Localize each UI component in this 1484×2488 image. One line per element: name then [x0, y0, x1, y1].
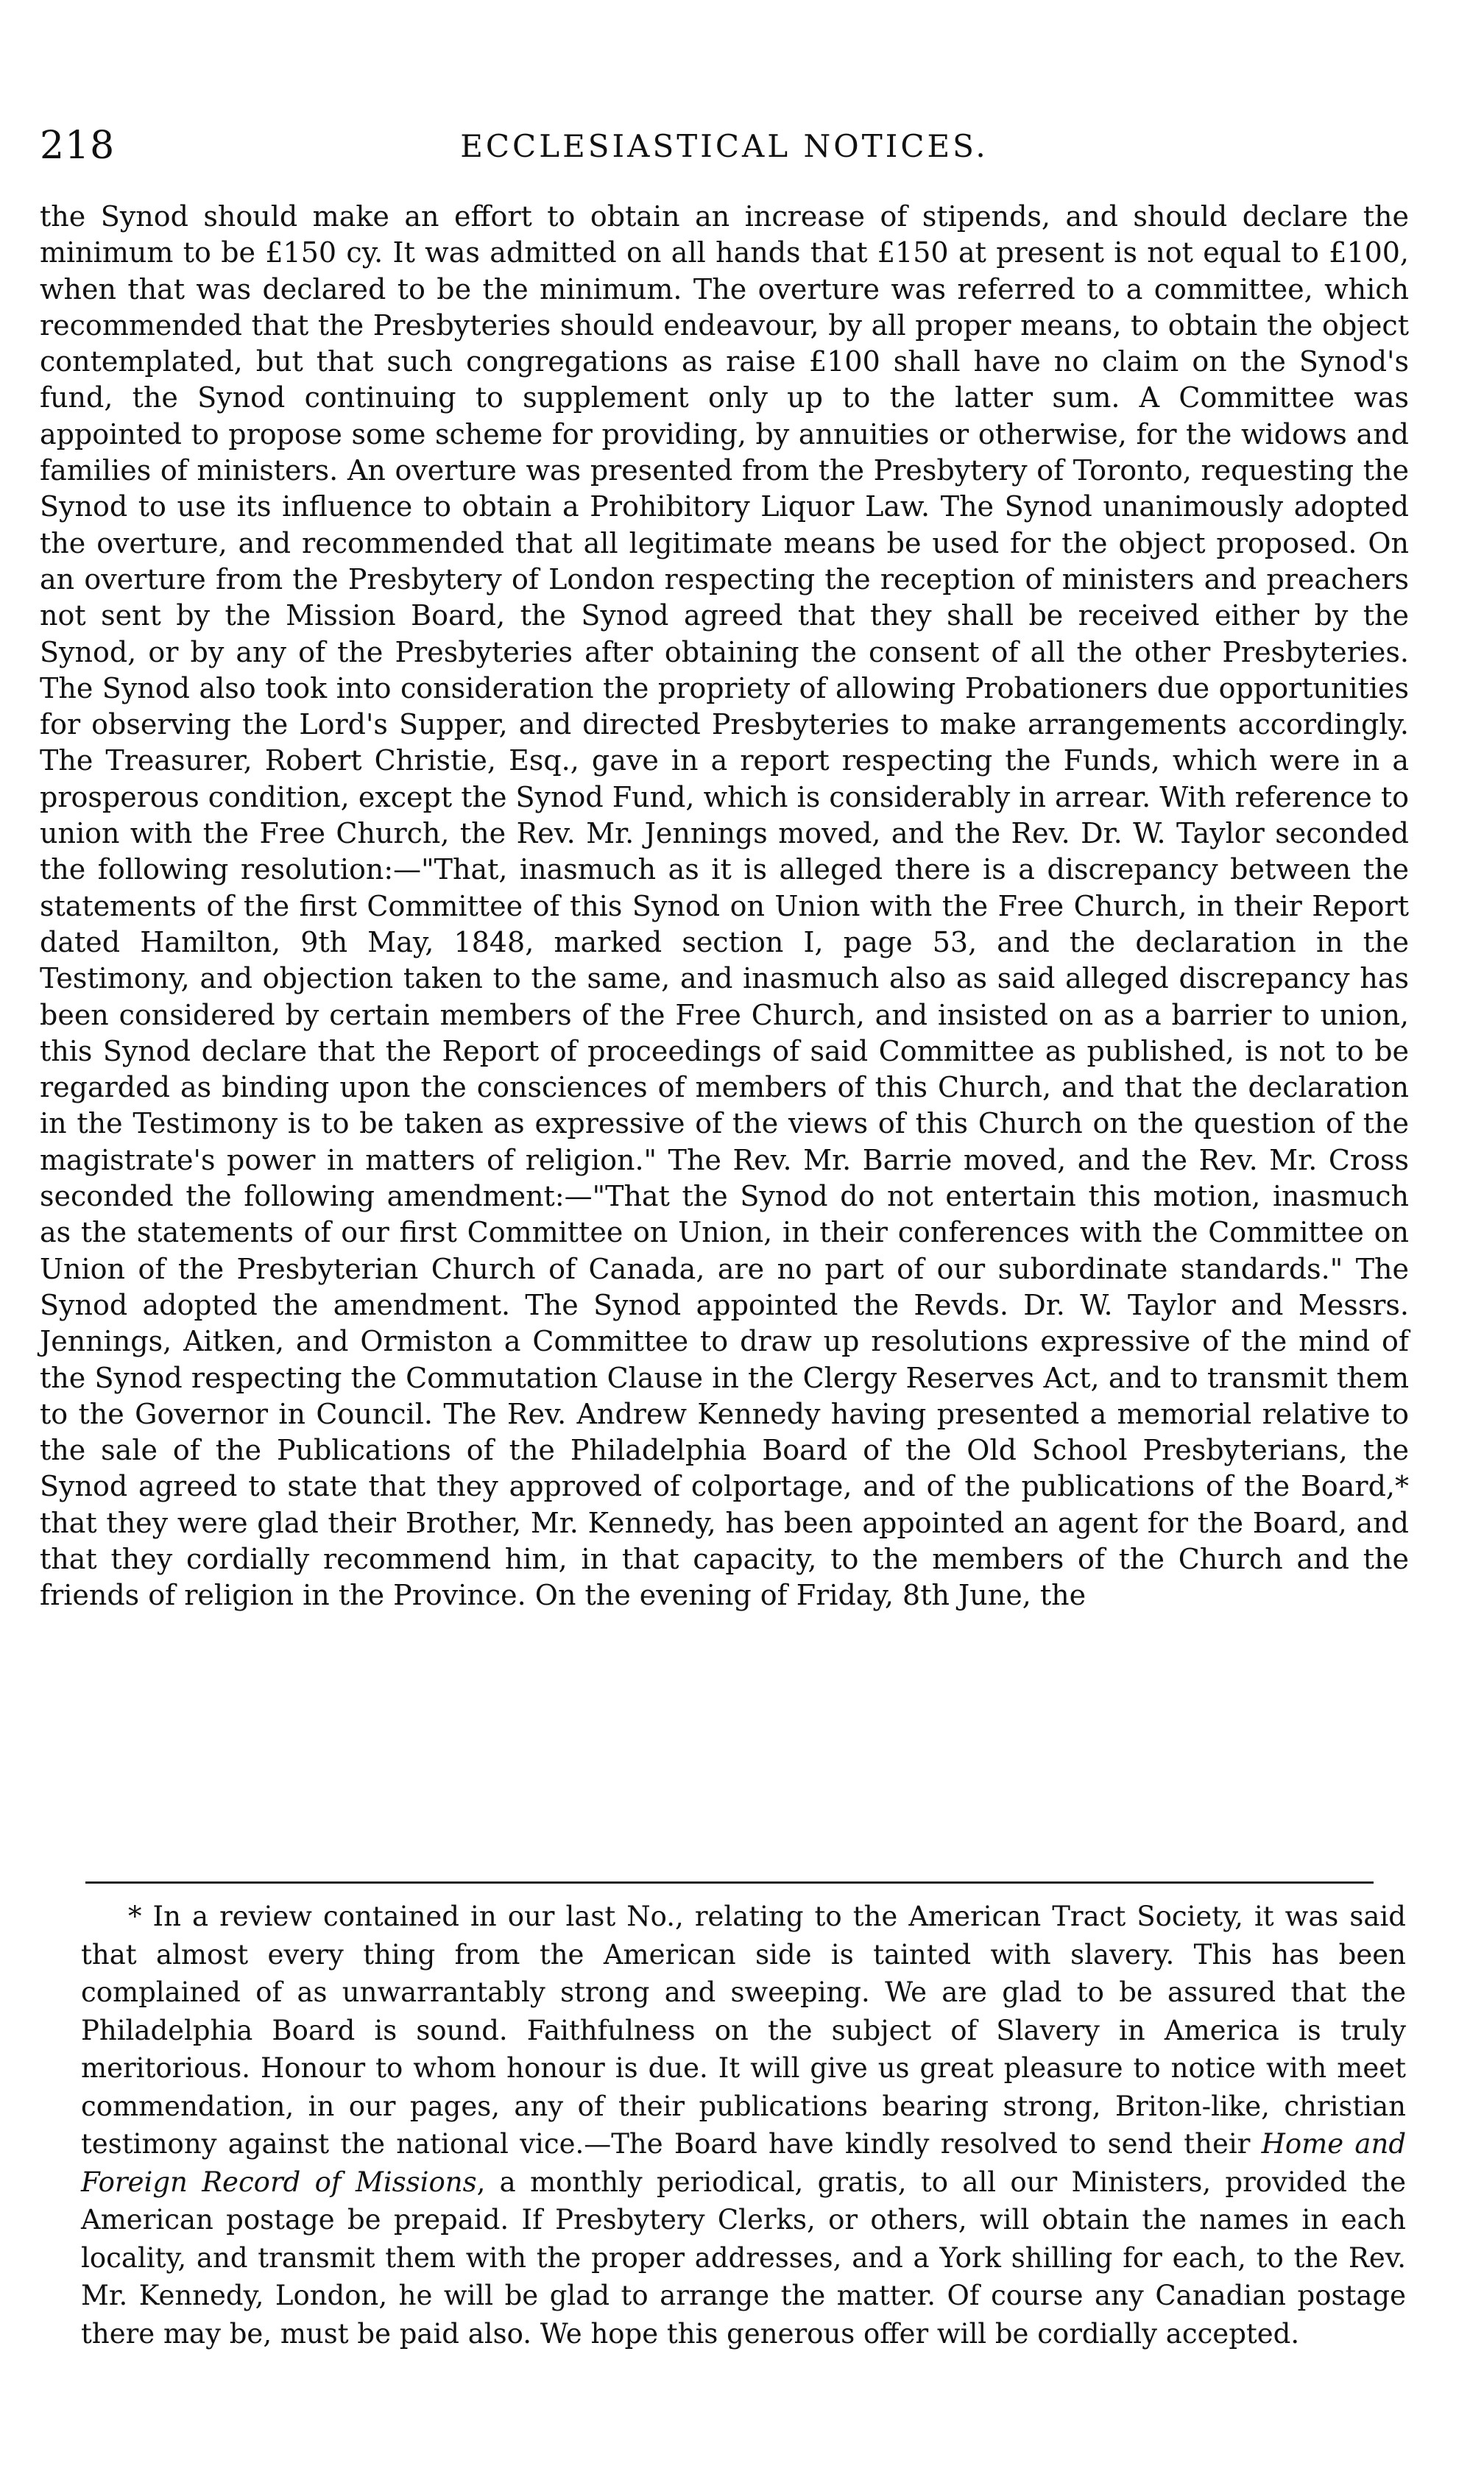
footnote-text-part1: * In a review contained in our last No., relating to the American Tract Society, it was said that almost every thing from the American side is tainted with slavery. This has been complained of as unwarrantably strong and sweeping. We are glad to be assured that the Philadelphia Board is sound. Faithfulness on the subject of Slavery in America is truly meritorious. Honour to whom honour is due. It will give us great pleasure to notice with meet commendation, in our pages, any of their publications bearing strong, Briton-like, christian testimony against the national vice.—The Board have kindly resolved to send their — [81, 1901, 1406, 2160]
footnote-divider — [85, 1881, 1374, 1884]
page-number: 218 — [40, 124, 116, 168]
footnote — [81, 1898, 1406, 2353]
footnote-text-part2: , a monthly periodical, gratis, to all our Ministers, provided the American postage be prepaid. If Presbytery Clerks, or others, will obtain the names in each locality, and transmit them with the proper addresses, and a York shilling for each, to the Rev. Mr. Kennedy, London, he will be glad to arrange the matter. Of course any Canadian postage there may be, must be paid also. We hope this generous offer will be cordially accepted. — [81, 2166, 1406, 2350]
footnote-periodical-title: Home and Foreign Record of Missions — [81, 2128, 1407, 2198]
running-head: ECCLESIASTICAL NOTICES. — [460, 128, 989, 164]
page-header — [40, 124, 1409, 177]
body-paragraph: the Synod should make an effort to obtain an increase of stipends, and should declare the minimum to be £150 cy. It was admitted on all hands that £150 at present is not equal to £100, when that was declared to be the minimum. The overture was referred to a committee, which recommended that the Presbyteries should endeavour, by all proper means, to obtain the object contemplated, but that such congregations as raise £100 shall have no claim on the Synod's fund, the Synod continuing to supplement only up to the latter sum. A Committee was appointed to propose some scheme for providing, by annuities or otherwise, for the widows and families of ministers. An overture was presented from the Presbytery of Toronto, requesting the Synod to use its influence to obtain a Prohibitory Liquor Law. The Synod unanimously adopted the overture, and recommended that all legitimate means be used for the object proposed. On an overture from the Presbytery of London respecting the reception of ministers and preachers not sent by the Mission Board, the Synod agreed that they shall be received either by the Synod, or by any of the Presbyteries after obtaining the consent of all the other Presbyteries. The Synod also took into consideration the propriety of allowing Probationers due opportunities for observing the Lord's Supper, and directed Presbyteries to make arrangements accordingly. The Treasurer, Robert Christie, Esq., gave in a report respecting the Funds, which were in a prosperous condition, except the Synod Fund, which is considerably in arrear. With reference to union with the Free Church, the Rev. Mr. Jennings moved, and the Rev. Dr. W. Taylor seconded the following resolution:—"That, inasmuch as it is alleged there is a discrepancy between the statements of the first Committee of this Synod on Union with the Free Church, in their Report dated Hamilton, 9th May, 1848, marked section I, page 53, and the declaration in the Testimony, and objection taken to the same, and inasmuch also as said alleged discrepancy has been considered by certain members of the Free Church, and insisted on as a barrier to union, this Synod declare that the Report of proceedings of said Committee as published, is not to be regarded as binding upon the consciences of members of this Church, and that the declaration in the Testimony is to be taken as expressive of the views of this Church on the question of the magistrate's power in matters of religion." The Rev. Mr. Barrie moved, and the Rev. Mr. Cross seconded the following amendment:—"That the Synod do not entertain this motion, inasmuch as the statements of our first Committee on Union, in their conferences with the Committee on Union of the Presbyterian Church of Canada, are no part of our subordinate standards." The Synod adopted the amendment. The Synod appointed the Revds. Dr. W. Taylor and Messrs. Jennings, Aitken, and Ormiston a Committee to draw up resolutions expressive of the mind of the Synod respecting the Commutation Clause in the Clergy Reserves Act, and to transmit them to the Governor in Council. The Rev. Andrew Kennedy having presented a memorial relative to the sale of the Publications of the Philadelphia Board of the Old School Presbyterians, the Synod agreed to state that they approved of colportage, and of the publications of the Board,* that they were glad their Brother, Mr. Kennedy, has been appointed an agent for the Board, and that they cordially recommend him, in that capacity, to the members of the Church and the friends of religion in the Province. On the evening of Friday, 8th June, the — [40, 200, 1409, 1612]
main-text-column — [40, 199, 1409, 1614]
footnote-paragraph — [81, 1898, 1406, 2353]
